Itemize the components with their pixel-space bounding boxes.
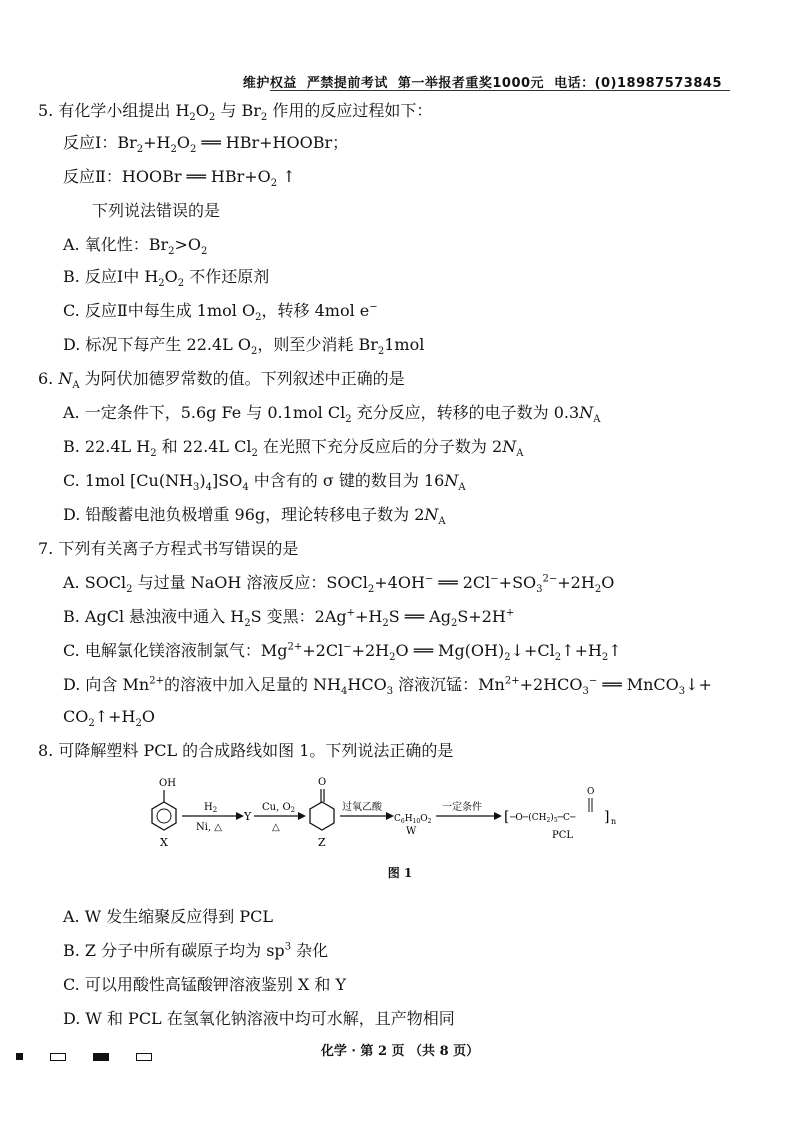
q8: 8. 可降解塑料 PCL 的合成路线如图 1。下列说法正确的是 <box>38 741 454 760</box>
pcl-n: n <box>611 817 617 826</box>
q5-r2: 反应Ⅱ：HOOBr ══ $HBr+O_2$ ↑ <box>63 167 296 190</box>
pcl-bracket-left: [ <box>504 809 510 825</box>
arrow-1-head <box>236 812 244 820</box>
q6-b: B. 22.4L $H_2$ 和 22.4L $Cl_2$ 在光照下充分反应后的分子数为 $2N_A$ <box>63 437 524 460</box>
figure-caption: 图 1 <box>387 866 413 880</box>
phenol-ring <box>152 802 176 830</box>
header-item: 严禁提前考试 <box>306 76 388 91</box>
pcl-bracket-right: ] <box>604 809 610 825</box>
ketone-o-label: O <box>318 777 327 788</box>
pcl-chain: $─O─(CH_2)_5─C─$ <box>510 813 576 824</box>
arrow-3-head <box>386 812 394 820</box>
q8-d: D. W 和 PCL 在氢氧化钠溶液中均可水解，且产物相同 <box>63 1009 455 1028</box>
arrow-2-head <box>298 812 306 820</box>
arrow-4-condition: 一定条件 <box>442 802 482 813</box>
q7: 7. 下列有关离子方程式书写错误的是 <box>38 539 299 558</box>
arrow-2-condition: △ <box>272 822 280 833</box>
q8-c: C. 可以用酸性高锰酸钾溶液鉴别 X 和 Y <box>63 975 347 994</box>
q7-b: B. AgCl 悬浊液中通入 $H_2S$ 变黑：$2Ag^++H_2S$ ══ $Ag_2S+2H^+$ <box>63 607 515 630</box>
header-item: 第一举报者重奖1000元 <box>397 76 545 91</box>
q8-a: A. W 发生缩聚反应得到 PCL <box>63 907 273 926</box>
arrow-3-reagent: 过氧乙酸 <box>342 802 382 813</box>
header-item: 维护权益 <box>242 76 297 91</box>
page-header <box>233 72 722 91</box>
q5-c: C. 反应Ⅱ中每生成 1mol $O_2$，转移 4mol e− <box>63 301 378 324</box>
w-formula: $C_6H_{10}O_2$ <box>394 814 432 825</box>
pcl-label: PCL <box>552 830 574 841</box>
phenol-ring-circle <box>157 809 171 823</box>
x-label: X <box>160 836 168 849</box>
q6-a: A. 一定条件下，5.6g Fe 与 0.1mol $Cl_2$ 充分反应，转移的电子数为 $0.3N_A$ <box>63 403 601 426</box>
page-footer: 化学 · 第 2 页 （共 8 页） <box>320 1044 480 1059</box>
q7-c: C. 电解氯化镁溶液制氯气：$Mg^{2+}+2Cl^-+2H_2O$ ══ $Mg(OH)_2↓+Cl_2↑+H_2↑$ <box>63 641 622 664</box>
q6: 6. $N_A$ 为阿伏加德罗常数的值。下列叙述中正确的是 <box>38 369 405 392</box>
phenol-oh-label: OH <box>159 778 176 789</box>
q5-a: A. 氧化性：$Br_2>O_2$ <box>63 235 208 258</box>
q7-d: D. 向含 $Mn^{2+}$的溶液中加入足量的 $NH_4HCO_3$ 溶液沉锰：$Mn^{2+}+2HCO_3^-$ ══ MnCO$_3$↓+ <box>63 675 712 698</box>
synthesis-scheme <box>140 772 620 852</box>
arrow-1-reagent: $H_2$ <box>204 802 218 814</box>
q6-d: D. 铅酸蓄电池负极增重 96g，理论转移电子数为 $2N_A$ <box>63 505 446 528</box>
q6-c: C. 1mol $[Cu(NH_3)_4]SO_4$ 中含有的 σ 键的数目为 $16N_A$ <box>63 471 466 494</box>
q7-a: A. SOCl$_2$ 与过量 NaOH 溶液反应：SOCl$_2$+4OH− ══ $2Cl^-+SO_3^{2-}+2H_2O$ <box>63 573 615 596</box>
header-item: 电话：(0)18987573845 <box>554 76 722 91</box>
pcl-o-label: O <box>587 787 595 797</box>
q5: 5. 有化学小组提出 $H_2O_2$ 与 $Br_2$ 作用的反应过程如下： <box>38 101 433 124</box>
cyclohexanone-ring <box>310 802 334 830</box>
z-label: Z <box>318 836 326 849</box>
arrow-4-head <box>494 812 502 820</box>
arrow-1-condition: Ni, △ <box>196 822 222 833</box>
q5-d: D. 标况下每产生 22.4L $O_2$，则至少消耗 $Br_21mol$ <box>63 335 425 358</box>
y-label: Y <box>244 810 252 823</box>
arrow-2-reagent: Cu, $O_2$ <box>262 802 296 814</box>
q5-r1: 反应Ⅰ：$Br_2+H_2O_2$ ══ HBr+HOOBr； <box>63 133 349 156</box>
q5-intro: 下列说法错误的是 <box>92 201 221 220</box>
q7-d2: $CO_2↑+H_2O$ <box>63 707 155 730</box>
q8-b: B. Z 分子中所有碳原子均为 $sp^3$ 杂化 <box>63 941 329 960</box>
w-label: W <box>406 826 417 837</box>
header-rule <box>270 90 730 91</box>
q5-b: B. 反应Ⅰ中 $H_2O_2$ 不作还原剂 <box>63 267 270 290</box>
